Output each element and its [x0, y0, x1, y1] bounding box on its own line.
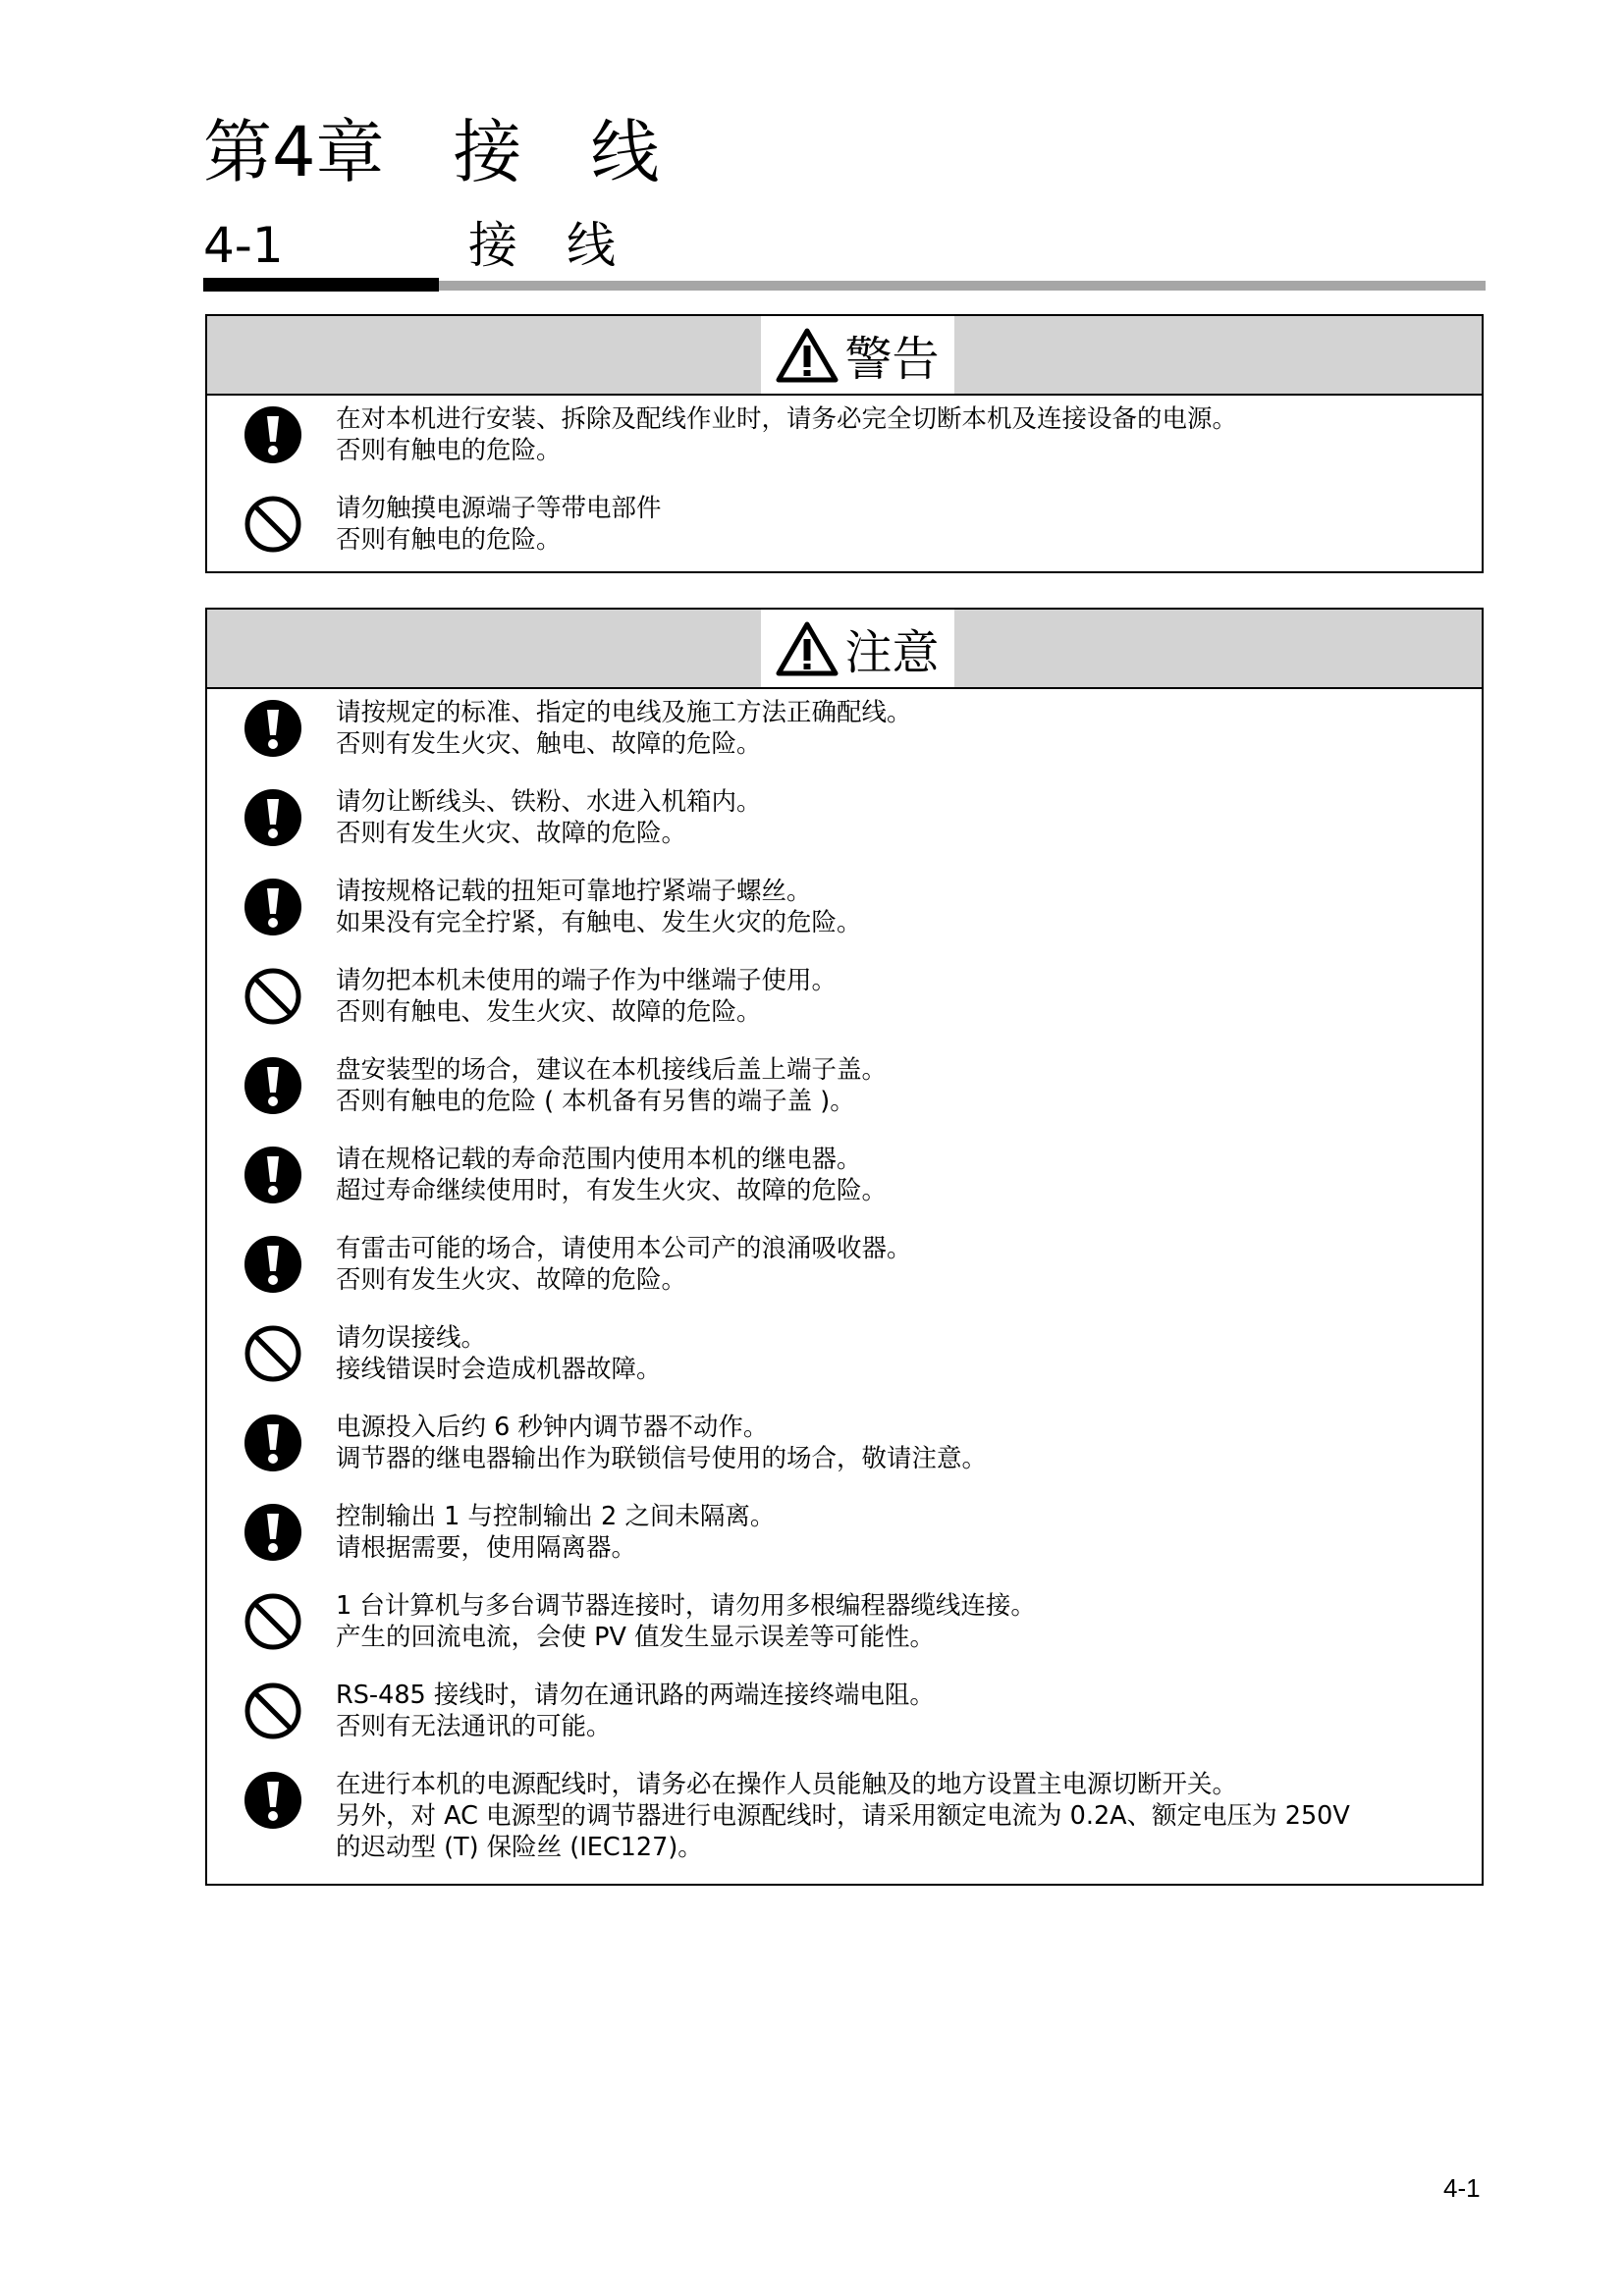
warning-triangle-icon: [776, 620, 839, 677]
safety-item-line: 请按规定的标准、指定的电线及施工方法正确配线。: [336, 698, 912, 727]
prohibition-icon: [244, 967, 302, 1026]
safety-item-text: [336, 965, 1442, 1028]
safety-item-line: 请勿让断线头、铁粉、水进入机箱内。: [336, 787, 762, 817]
safety-item-text: [336, 876, 1442, 938]
safety-item-line: 超过寿命继续使用时，有发生火灾、故障的危险。: [336, 1176, 888, 1205]
safety-item-line: 产生的回流电流，会使 PV 值发生显示误差等可能性。: [336, 1623, 936, 1652]
section-rule-thick: [203, 278, 439, 292]
caution-box: [205, 608, 1484, 1886]
caution-label: [761, 610, 954, 687]
mandatory-exclamation-icon: [244, 1503, 302, 1562]
mandatory-exclamation-icon: [244, 788, 302, 847]
safety-item-text: [336, 1680, 1442, 1742]
safety-item-line: 否则有发生火灾、故障的危险。: [336, 1265, 687, 1295]
mandatory-exclamation-icon: [244, 1235, 302, 1294]
safety-item-line: 盘安装型的场合，建议在本机接线后盖上端子盖。: [336, 1055, 888, 1085]
safety-item-line: RS-485 接线时，请勿在通讯路的两端连接终端电阻。: [336, 1681, 935, 1710]
safety-item-text: [336, 786, 1442, 849]
safety-item-line: 控制输出 1 与控制输出 2 之间未隔离。: [336, 1502, 776, 1531]
safety-item-text: [336, 1412, 1442, 1474]
safety-item-line: 请勿误接线。: [336, 1323, 487, 1353]
safety-item-line: 的迟动型 (T) 保险丝 (IEC127)。: [336, 1833, 703, 1862]
mandatory-exclamation-icon: [244, 1414, 302, 1472]
safety-item-line: 在进行本机的电源配线时，请务必在操作人员能触及的地方设置主电源切断开关。: [336, 1770, 1238, 1799]
safety-item-line: 请勿触摸电源端子等带电部件: [336, 494, 662, 523]
prohibition-icon: [244, 1324, 302, 1383]
safety-item-line: 电源投入后约 6 秒钟内调节器不动作。: [336, 1413, 769, 1442]
mandatory-exclamation-icon: [244, 405, 302, 464]
safety-item-line: 如果没有完全拧紧，有触电、发生火灾的危险。: [336, 908, 862, 937]
safety-item-text: [336, 1233, 1442, 1296]
caution-box-header: [207, 610, 1482, 689]
mandatory-exclamation-icon: [244, 699, 302, 758]
safety-item-line: 否则有触电的危险 ( 本机备有另售的端子盖 )。: [336, 1087, 855, 1116]
mandatory-exclamation-icon: [244, 878, 302, 936]
section-rule-thin: [439, 281, 1486, 291]
safety-item-line: 否则有发生火灾、触电、故障的危险。: [336, 729, 762, 759]
safety-item-line: 有雷击可能的场合，请使用本公司产的浪涌吸收器。: [336, 1234, 912, 1263]
mandatory-exclamation-icon: [244, 1146, 302, 1204]
safety-item-text: [336, 1501, 1442, 1564]
mandatory-exclamation-icon: [244, 1771, 302, 1830]
safety-item-line: 否则有触电的危险。: [336, 525, 562, 555]
safety-item-line: 请根据需要，使用隔离器。: [336, 1533, 637, 1563]
warning-box: [205, 314, 1484, 573]
warning-triangle-icon: [776, 327, 839, 384]
safety-item-line: 调节器的继电器输出作为联锁信号使用的场合，敬请注意。: [336, 1444, 988, 1473]
safety-item-text: [336, 1144, 1442, 1206]
safety-item-text: [336, 403, 1442, 466]
chapter-title: 第4章 接 线: [203, 112, 660, 192]
safety-item-text: [336, 697, 1442, 760]
section-title: 接 线: [468, 217, 616, 274]
safety-item-text: [336, 1322, 1442, 1385]
warning-label-text: 警告: [844, 332, 940, 387]
safety-item-line: 请在规格记载的寿命范围内使用本机的继电器。: [336, 1145, 862, 1174]
safety-item-line: 1 台计算机与多台调节器连接时，请勿用多根编程器缆线连接。: [336, 1591, 1036, 1621]
prohibition-icon: [244, 1592, 302, 1651]
prohibition-icon: [244, 495, 302, 554]
warning-box-header: [207, 316, 1482, 396]
safety-item-line: 另外，对 AC 电源型的调节器进行电源配线时，请采用额定电流为 0.2A、额定电压为 250V: [336, 1801, 1350, 1831]
section-rule: [203, 278, 1486, 292]
safety-item-line: 请勿把本机未使用的端子作为中继端子使用。: [336, 966, 838, 995]
safety-item-text: [336, 1769, 1442, 1863]
prohibition-icon: [244, 1682, 302, 1740]
safety-item-text: [336, 493, 1442, 556]
safety-item-line: 否则有无法通讯的可能。: [336, 1712, 612, 1741]
safety-item-line: 否则有触电、发生火灾、故障的危险。: [336, 997, 762, 1027]
safety-item-line: 否则有发生火灾、故障的危险。: [336, 819, 687, 848]
section-heading: [203, 214, 616, 277]
safety-item-text: [336, 1590, 1442, 1653]
safety-item-line: 在对本机进行安装、拆除及配线作业时，请务必完全切断本机及连接设备的电源。: [336, 404, 1238, 434]
warning-label: [761, 316, 954, 394]
caution-label-text: 注意: [844, 625, 940, 680]
section-number: 4-1: [203, 217, 284, 274]
safety-item-line: 请按规格记载的扭矩可靠地拧紧端子螺丝。: [336, 877, 812, 906]
safety-item-line: 否则有触电的危险。: [336, 436, 562, 465]
page-number: 4-1: [1443, 2173, 1481, 2203]
safety-item-text: [336, 1054, 1442, 1117]
safety-item-line: 接线错误时会造成机器故障。: [336, 1355, 662, 1384]
mandatory-exclamation-icon: [244, 1056, 302, 1115]
